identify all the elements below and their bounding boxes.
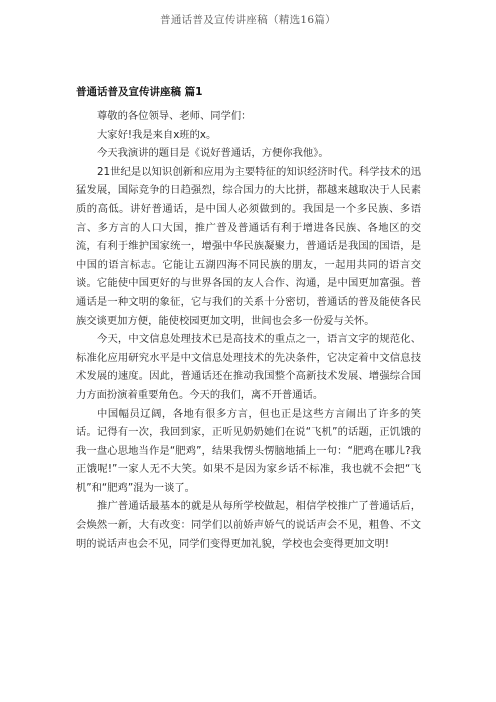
paragraph-dialect-anecdote: 中国幅员辽阔，各地有很多方言，但也正是这些方言闹出了许多的笑话。记得有一次，我回到家，正听见奶奶她们在说“飞机”的话题，正饥饿的我一盘心思地当作是“肥鸡”，结果我愣头愣脑地插上一句：“肥鸡在哪儿?我正饿呢!”一家人无不大笑。如果不是因为家乡话不标准，我也就不会把“飞机”和“肥鸡”混为一谈了。	[76, 407, 421, 494]
page-header: 普通话普及宣传讲座稿（精选16篇）	[160, 14, 336, 26]
paragraph-greeting: 大家好!我是来自x班的x。	[97, 128, 217, 141]
paragraph-knowledge-economy: 21世纪是以知识创新和应用为主要特征的知识经济时代。科学技术的迅猛发展，国际竞争的日趋强烈，综合国力的大比拼，都越来越取决于人民素质的高低。讲好普通话，是中国人必须做到的。我国是一个多民族、多语言、多方言的人口大国，推广普及普通话有利于增进各民族、各地区的交流，有利于维护国家统一，增强中华民族凝聚力，普通话是我国的国语，是中国的语言标志。它能让五湖四海不同民族的朋友，一起用共同的语言交谈。它能使中国更好的与世界各国的友人合作、沟通，是中国更加富强。普通话是一种文明的象征，它与我们的关系十分密切，普通话的普及能使各民族交谈更加方便，能使校园更加文明，世间也会多一份爱与关怀。	[76, 165, 421, 327]
document-body	[76, 84, 421, 553]
paragraph-topic: 今天我演讲的题目是《说好普通话，方便你我他》。	[97, 147, 329, 160]
paragraph-school-promotion: 推广普通话最基本的就是从每所学校做起，相信学校推广了普通话后，会焕然一新，大有改变：同学们以前娇声娇气的说话声会不见，粗鲁、不文明的说话声也会不见，同学们变得更加礼貌，学校也会变得更加文明!	[76, 500, 421, 550]
paragraph-information-tech: 今天，中文信息处理技术已是高技术的重点之一，语言文字的规范化、标准化应用研究水平是中文信息处理技术的先决条件，它决定着中文信息技术发展的速度。因此，普通话还在推动我国整个高新技术发展、增强综合国力方面扮演着重要角色。今天的我们，离不开普通话。	[76, 333, 421, 401]
paragraph-salutation: 尊敬的各位领导、老师、同学们：	[97, 110, 252, 122]
document-title: 普通话普及宣传讲座稿 篇1	[76, 86, 203, 98]
